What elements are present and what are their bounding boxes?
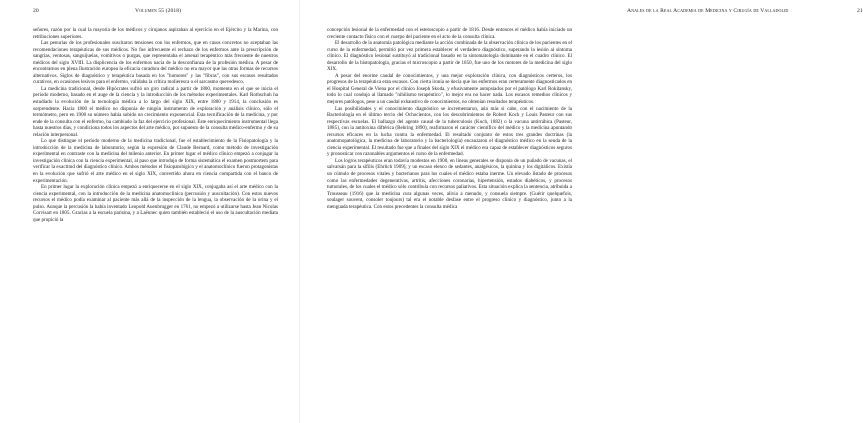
paragraph: La medicina tradicional, desde Hipócrates sufrió un giro radical a partir de 1800, momento en el que se inicia el período moderno, basado en el auge de la ciencia y la introducción de los métodos experimentales. Karl Rothschuh ha estudiado la evolución de la tecnología médica a lo largo del siglo XIX, entre 1800 y 1914, la conclusión es sorprendente. Hacia 1800 el médico no disponía de ningún instrumento de exploración y análisis clínico, sólo el termómetro, pero en 1900 su número había subido un crecimiento exponencial. Esta tecnificación de la medicina, y por ende de la consulta con el enfermo, ha cambiado la faz del ejercicio profesional. Este enriquecimiento instrumental llega hasta nuestros días, y condiciona todos los aspectos del arte médico, por supuesto de la consulta médico-enfermo y de su relación interpersonal.: [33, 85, 278, 138]
paragraph: Las posibilidades y el conocimiento diagnóstico se incrementaron, aún más si cabe, con el nacimiento de la Bacteriología en el último tercio del Ochocientos, con los descubrimientos de Robert Koch y Louis Pasteur con sus respectivas escuelas. El hallazgo del agente causal de la tuberculosis (Koch, 1882) o la vacuna antirrábica (Pasteur, 1885), con la antitoxina diftérica (Behring 1890), reafirmaron el carácter científico del médico y la medicina apuntando recursos eficaces en la lucha contra la enfermedad. El resultado conjunto de estos tres grandes doctrinas (la anatomopatológica, la medicina de laboratorio y la bacteriología) encauzaron el diagnóstico médico en la senda de la ciencia experimental. El resultado fue que a finales del siglo XIX el médico era capaz de establecer diagnósticos seguros y pronosticar con razonables argumentos el curso de la enfermedad.: [327, 105, 572, 158]
right-page: [300, 0, 863, 423]
paragraph: A pesar del enorme caudal de conocimientos, y una mejor exploración clínica, con diagnósticos certeros, los progresos de la terapéutica eran escasos. Con cierta ironía se decía que los enfermos eran certeramente diagnosticados en el Hospital General de Viena por el clínico Joseph Skoda, y efusivamente autopsiados por el patólogo Karl Rokitansky, todo lo cual condujo al llamado "nihilismo terapéutico", lo mejor era no hacer nada. Los escasos remedios clínicos y mejores patólogos, pese a un caudal exhaustivo de conocimientos, no obtenían resultados terapéuticos.: [327, 72, 572, 106]
running-head: Volumen 55 (2018): [135, 8, 182, 14]
paragraph: señores, razón por la cual la mayoría de los médicos y cirujanos aspiraban al ejercicio en el Ejército y la Marina, con retribuciones superiores.: [33, 27, 278, 40]
page-number: 20: [33, 8, 39, 14]
left-page: [0, 0, 300, 423]
body-text: [327, 27, 572, 210]
body-text: [33, 27, 278, 223]
paragraph: Las penurias de los profesionales suscitaron tensiones con los enfermos, que en casos concretos no aceptaban las recomendaciones terapéuticas de sus médicos. No fue infrecuente el rechazo de los enfermos ante la prescripción de sangrías, ventosas, sanguijuelas, vomitivos o purgas, que representaba el arsenal terapéutico más frecuente de nuestros médicos del siglo XVIII. La displicencia de los enfermos nacía de la desconfianza de la profesión médica. A pesar de encontrarnos en plena Ilustración europea la eficacia curadora del médico no era mayor que las otras formas de recursos alternativos. Siglos de diagnóstico y terapéutica basada en los "humores" y las "fibras", con sus escasos resultados curativos, en ocasiones lesivos para el enfermo, validaba la crítica molieresca o el sarcasmo quevedesco.: [33, 40, 278, 86]
paragraph: concepción lesional de la enfermedad con el estetoscopio a partir de 1816. Desde entonces el médico había iniciado un creciente contacto físico con el cuerpo del paciente en el acto de la consulta clínica.: [327, 27, 572, 40]
running-head: Anales de la Real Academia de Medicina y Cirugía de Valladolid: [627, 8, 789, 14]
paragraph: Los logros terapéuticos eran todavía modestos en 1900, en líneas generales se disponía de un puñado de vacunas, el salvarsán para la sífilis (Ehrlich 1909), y un escaso elenco de sedantes, analgésicos, la quinina y los digitálicos. Existía un cúmulo de procesos vitales y bacterianos para los cuales el médico estaba inerme. Un elevado listado de procesos como las enfermedades degenerativas, artritis, afecciones coronarias, hipertensión, estados diabéticos, y procesos tumorales, de los cuales el médico sólo contribuía con recursos paliativos. Esta situación explica la sentencia, atribuida a Trousseau (1916) que la medicina cura algunas veces, alivia a menudo, y consuela siempre. (Guérir quelquefois, soulager souvent, consoler toujours) tal era el notable desfase entre el progreso clínico y diagnóstico, junto a la menguada terapéutica. Con estos precedentes la consulta médica: [327, 157, 572, 210]
paragraph: En primer lugar la exploración clínica empezó a enriquecerse en el siglo XIX, conjugaba así el arte médico con la ciencia experimental, con la introducción de la medicina anatomoclínica (percusión y auscultación). Con estos nuevos recursos el médico podía examinar al paciente más allá de la inspección de la lengua, la observación de la orina y el pulso. Aunque la percusión la había inventado Leopold Auenbrugger en 1761, no empezó a utilizarse hasta Jean Nicolas Corvisart en 1805. Gracias a la escuela parisina, y a Laënnec quien también estableció el uso de la auscultación mediata que propició la: [33, 184, 278, 223]
page-number: 21: [857, 8, 863, 14]
paragraph: Lo que distingue el período moderno de la medicina tradicional, fue el establecimiento de la Fisiopatología y la introducción de la medicina de laboratorio, según la expresión de Claude Bernard, como método de investigación experimental en contraste con la medicina del milenio anterior. En primer lugar el médico clínico empezó a conjugar la investigación clínica con la ciencia experimental, al paso que introdujo de forma sistemática el examen postmortem para verificar la exactitud del diagnóstico clínico. Ambos métodos el fisiopatológico y el anatomoclínico fueron protagonistas en la evolución que sufrió el arte médico en el siglo XIX, convertido ahora en ciencia compartida con el banco de experimentación.: [33, 138, 278, 184]
paragraph: El desarrollo de la anatomía patológica mediante la acción combinada de la observación clínica de los pacientes en el curso de la enfermedad, permitió por vez primera establecer el verdadero diagnóstico, superando la lesión al síntoma clínico. El diagnóstico lesional sustituyó al tradicional basado en la sintomatología dominante en el cuadro clínico. El desarrollo de la histopatología, gracias el microscopio a partir de 1850, fue uno de los motores de la medicina del siglo XIX.: [327, 40, 572, 73]
